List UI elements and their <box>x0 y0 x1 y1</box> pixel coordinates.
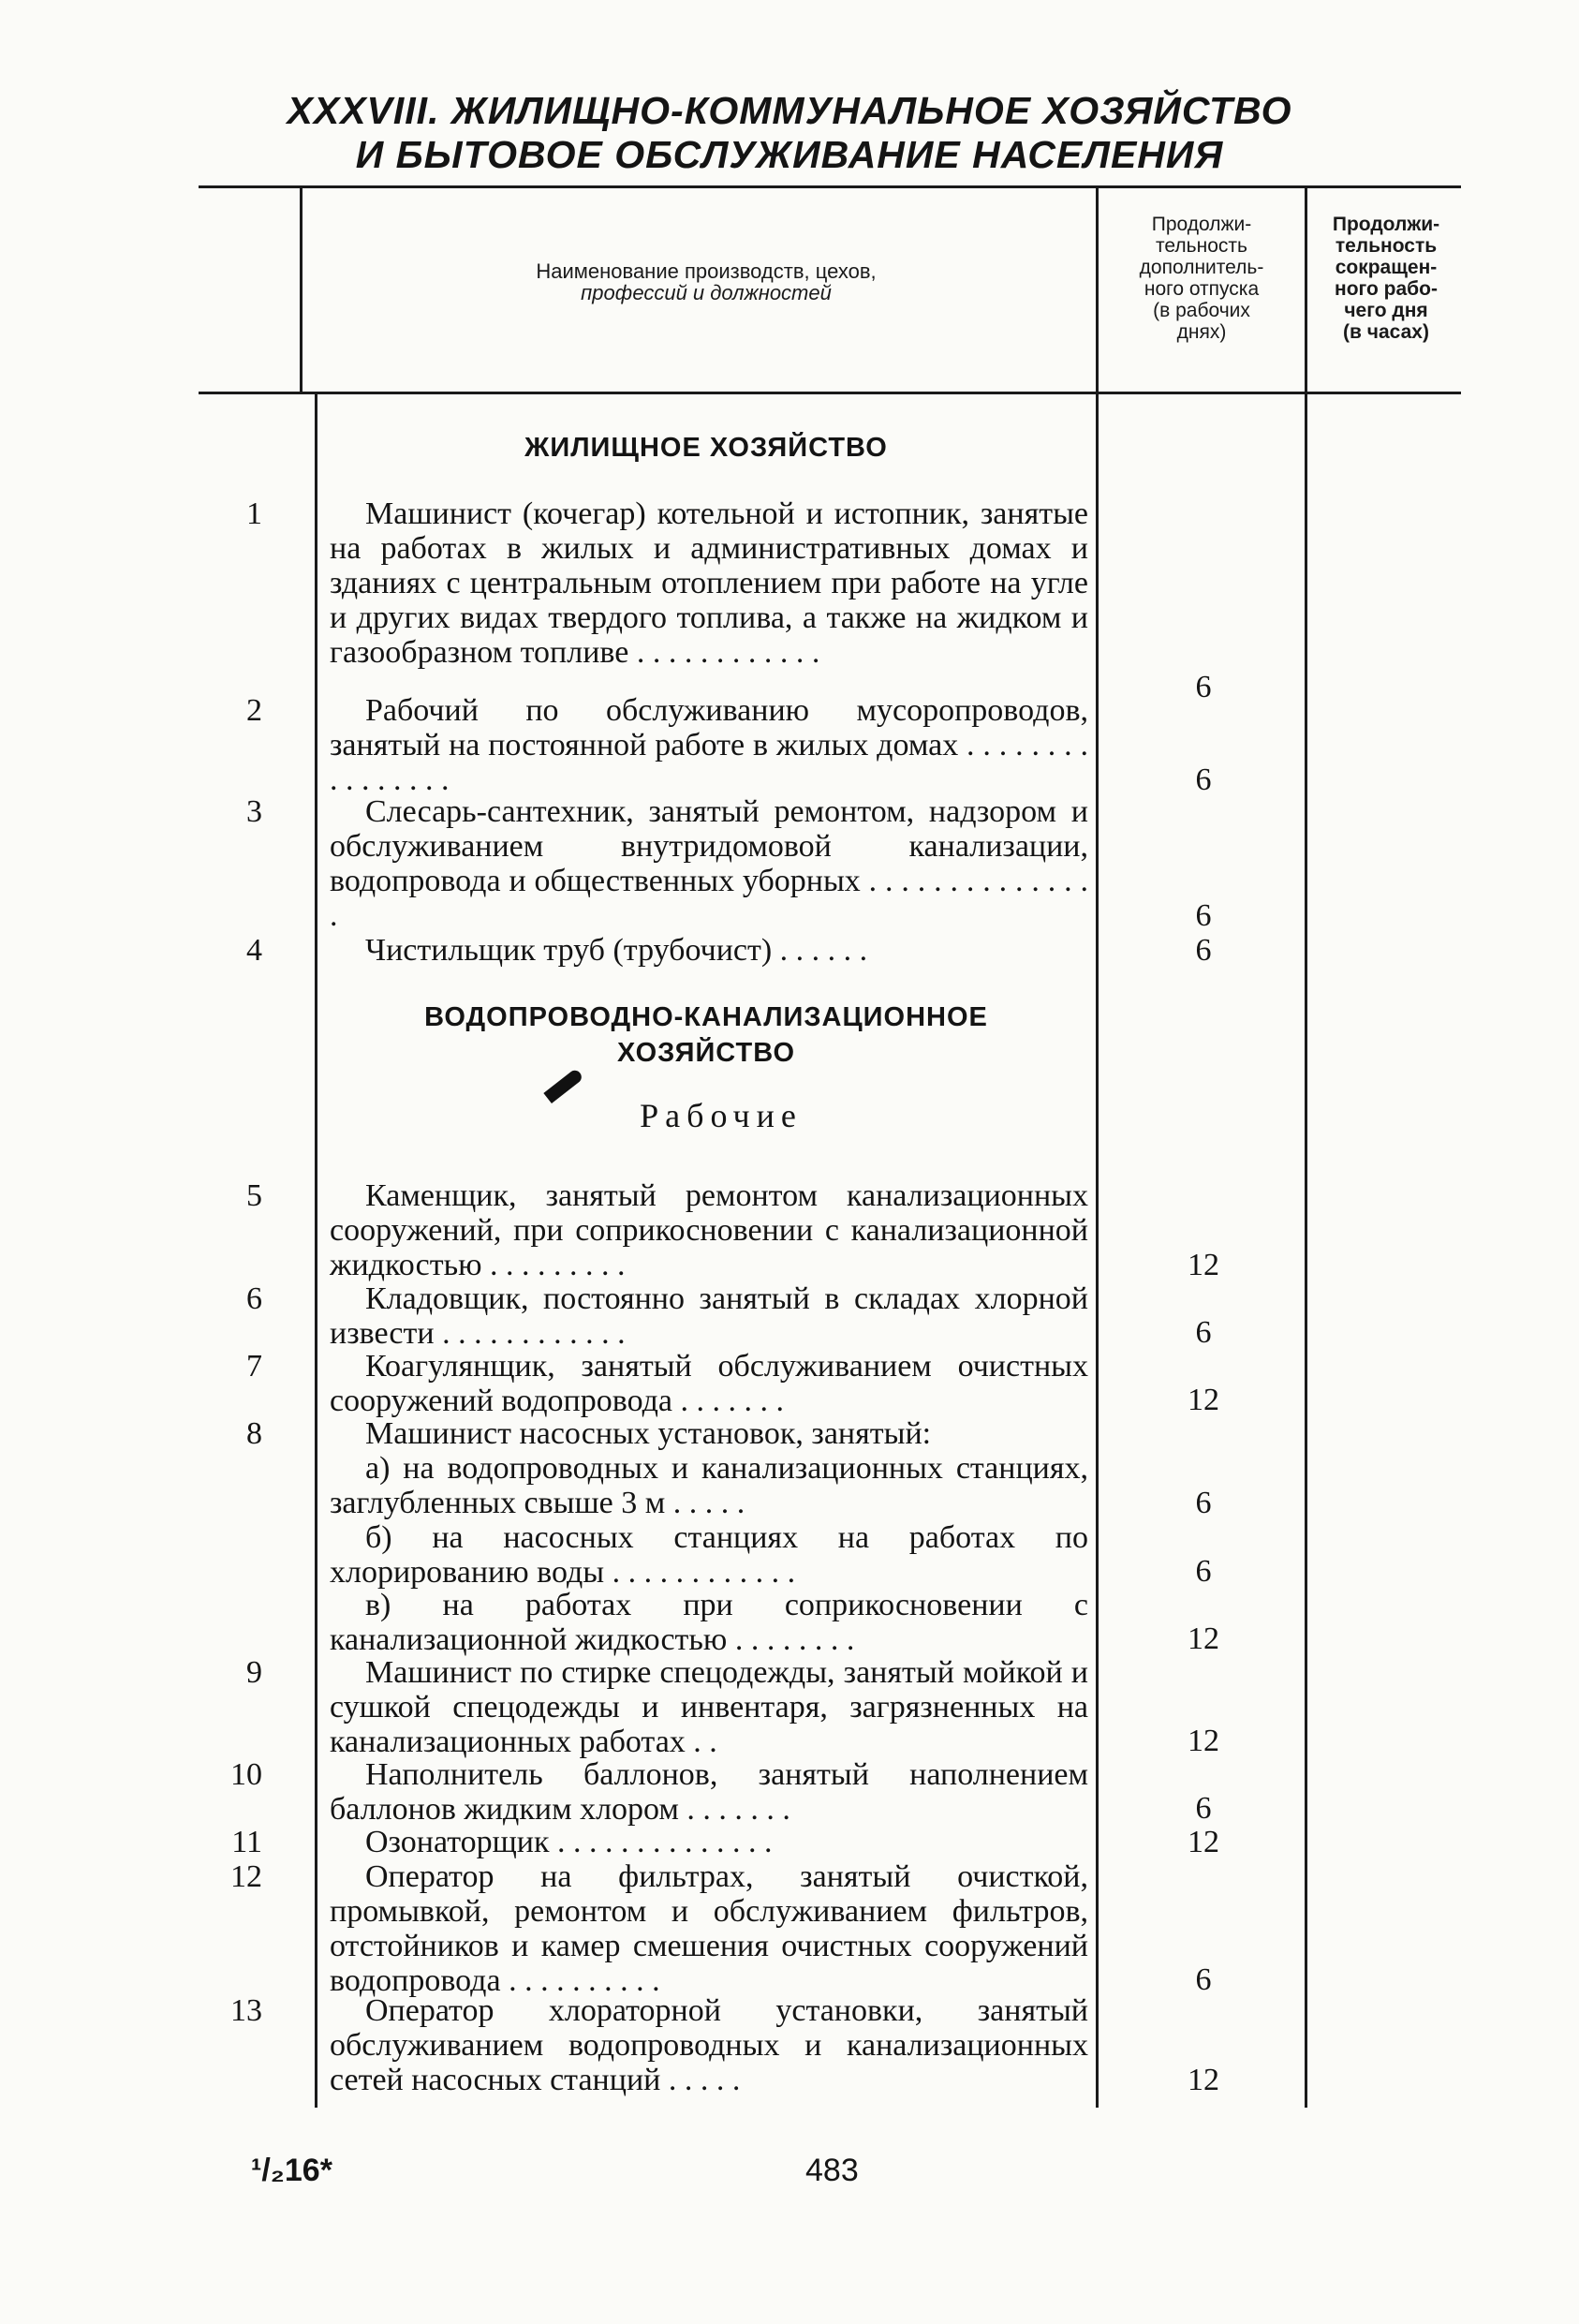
leave-value: 12 <box>1188 1248 1219 1282</box>
leave-value: 12 <box>1188 1724 1219 1758</box>
row-number: 5 <box>246 1178 262 1213</box>
leave-value: 6 <box>1195 1486 1212 1520</box>
header-day-line: чего дня <box>1344 300 1428 321</box>
table-header-rule <box>199 392 1461 394</box>
table-row-text: Машинист по стирке спецодежды, занятый мойкой и сушкой спецодежды и инвентаря, загрязненных на канализационных работах . . <box>330 1655 1088 1759</box>
table-row-text: Озонаторщик . . . . . . . . . . . . . . <box>365 1825 773 1859</box>
leave-value: 6 <box>1195 898 1212 933</box>
header-day-line: (в часах) <box>1343 321 1429 343</box>
leave-value: 6 <box>1195 1791 1212 1826</box>
table-row-text: Рабочий по обслуживанию мусоропроводов, занятый на постоянной работе в жилых домах . . . . . . . . . . . . . . . . <box>330 693 1088 797</box>
page-number: 483 <box>805 2153 859 2188</box>
table-top-rule <box>199 185 1461 188</box>
table-row-text: Чистильщик труб (трубочист) . . . . . . <box>365 933 868 968</box>
page-title-line2: И БЫТОВОЕ ОБСЛУЖИВАНИЕ НАСЕЛЕНИЯ <box>355 133 1224 176</box>
header-day-line: ного рабо- <box>1335 278 1438 300</box>
header-name-column <box>318 260 1094 303</box>
header-day-line: тельность <box>1335 235 1438 257</box>
row-number: 11 <box>231 1825 262 1859</box>
subsection-heading-workers: Рабочие <box>640 1097 803 1134</box>
leave-value: 6 <box>1195 762 1212 797</box>
table-row-text: б) на насосных станциях на работах по хлорированию воды . . . . . . . . . . . . <box>330 1520 1088 1590</box>
table-row-text: Оператор хлораторной установки, занятый обслуживанием водопроводных и канализационных сетей насосных станций . . . . . <box>330 1993 1088 2097</box>
table-row-text: Машинист (кочегар) котельной и истопник, занятые на работах в жилых и административных домах и зданиях с центральным отоплением при работе на угле и других видах твердого топлива, а также на жидком и газообразном топливе . . . . . . . . . . . . <box>330 496 1088 670</box>
table-row-text: в) на работах при соприкосновении с канализационной жидкостью . . . . . . . . <box>330 1588 1088 1657</box>
header-leave-line: Продолжи- <box>1151 214 1252 235</box>
column-divider-leave <box>1096 187 1099 2108</box>
row-number: 3 <box>246 794 262 829</box>
header-leave-line: дополнитель- <box>1139 257 1264 278</box>
table-row-text: Слесарь-сантехник, занятый ремонтом, надзором и обслуживанием внутридомовой канализации, водопровода и общественных уборных . . . . . . . . . . . . . . . <box>330 794 1088 933</box>
row-number: 6 <box>246 1281 262 1316</box>
header-day-line: Продолжи- <box>1332 214 1440 235</box>
header-leave-line: ного отпуска <box>1144 278 1260 300</box>
row-number: 8 <box>246 1416 262 1451</box>
table-row-text: Каменщик, занятый ремонтом канализационных сооружений, при соприкосновении с канализационной жидкостью . . . . . . . . . <box>330 1178 1088 1282</box>
row-number: 12 <box>230 1859 262 1894</box>
header-leave-column <box>1099 214 1304 343</box>
leave-value: 12 <box>1188 1825 1219 1859</box>
row-number: 2 <box>246 693 262 728</box>
table-row-text: Оператор на фильтрах, занятый очисткой, промывкой, ремонтом и обслуживанием фильтров, отстойников и камер смешения очистных сооружений водопровода . . . . . . . . . . <box>330 1859 1088 1998</box>
footer-signature: ¹/₂16* <box>251 2153 332 2188</box>
row-number: 13 <box>230 1993 262 2028</box>
section-heading-water-line2: ХОЗЯЙСТВО <box>617 1038 795 1068</box>
column-divider-name <box>315 393 317 2108</box>
row-number: 10 <box>230 1757 262 1792</box>
row-number: 1 <box>246 496 262 531</box>
leave-value: 6 <box>1195 1315 1212 1350</box>
section-heading-water-line1: ВОДОПРОВОДНО-КАНАЛИЗАЦИОННОЕ <box>424 1002 988 1032</box>
section-heading-housing: ЖИЛИЩНОЕ ХОЗЯЙСТВО <box>524 433 888 463</box>
leave-value: 12 <box>1188 2063 1219 2097</box>
table-row-text: Наполнитель баллонов, занятый наполнением баллонов жидким хлором . . . . . . . <box>330 1757 1088 1827</box>
leave-value: 6 <box>1195 1554 1212 1589</box>
table-row-text: а) на водопроводных и канализационных станциях, заглубленных свыше 3 м . . . . . <box>330 1451 1088 1520</box>
leave-value: 6 <box>1195 1962 1212 1997</box>
header-leave-line: днях) <box>1176 321 1227 343</box>
row-number: 7 <box>246 1349 262 1384</box>
header-leave-line: (в рабочих <box>1153 300 1250 321</box>
leave-value: 6 <box>1195 933 1212 968</box>
column-divider-num <box>300 187 303 392</box>
header-day-line: сокращен- <box>1335 257 1438 278</box>
header-name-line2: профессий и должностей <box>581 281 832 304</box>
row-number: 4 <box>246 933 262 968</box>
leave-value: 6 <box>1195 670 1212 704</box>
header-leave-line: тельность <box>1156 235 1247 257</box>
leave-value: 12 <box>1188 1621 1219 1656</box>
row-number: 9 <box>246 1655 262 1690</box>
header-name-line1: Наименование производств, цехов, <box>536 259 877 283</box>
table-row-text: Машинист насосных установок, занятый: <box>365 1416 932 1451</box>
header-day-column <box>1308 214 1464 343</box>
leave-value: 12 <box>1188 1383 1219 1417</box>
page-title-line1: XXXVIII. ЖИЛИЩНО-КОММУНАЛЬНОЕ ХОЗЯЙСТВО <box>287 89 1292 132</box>
table-row-text: Коагулянщик, занятый обслуживанием очистных сооружений водопровода . . . . . . . <box>330 1349 1088 1418</box>
table-row-text: Кладовщик, постоянно занятый в складах хлорной извести . . . . . . . . . . . . <box>330 1281 1088 1351</box>
